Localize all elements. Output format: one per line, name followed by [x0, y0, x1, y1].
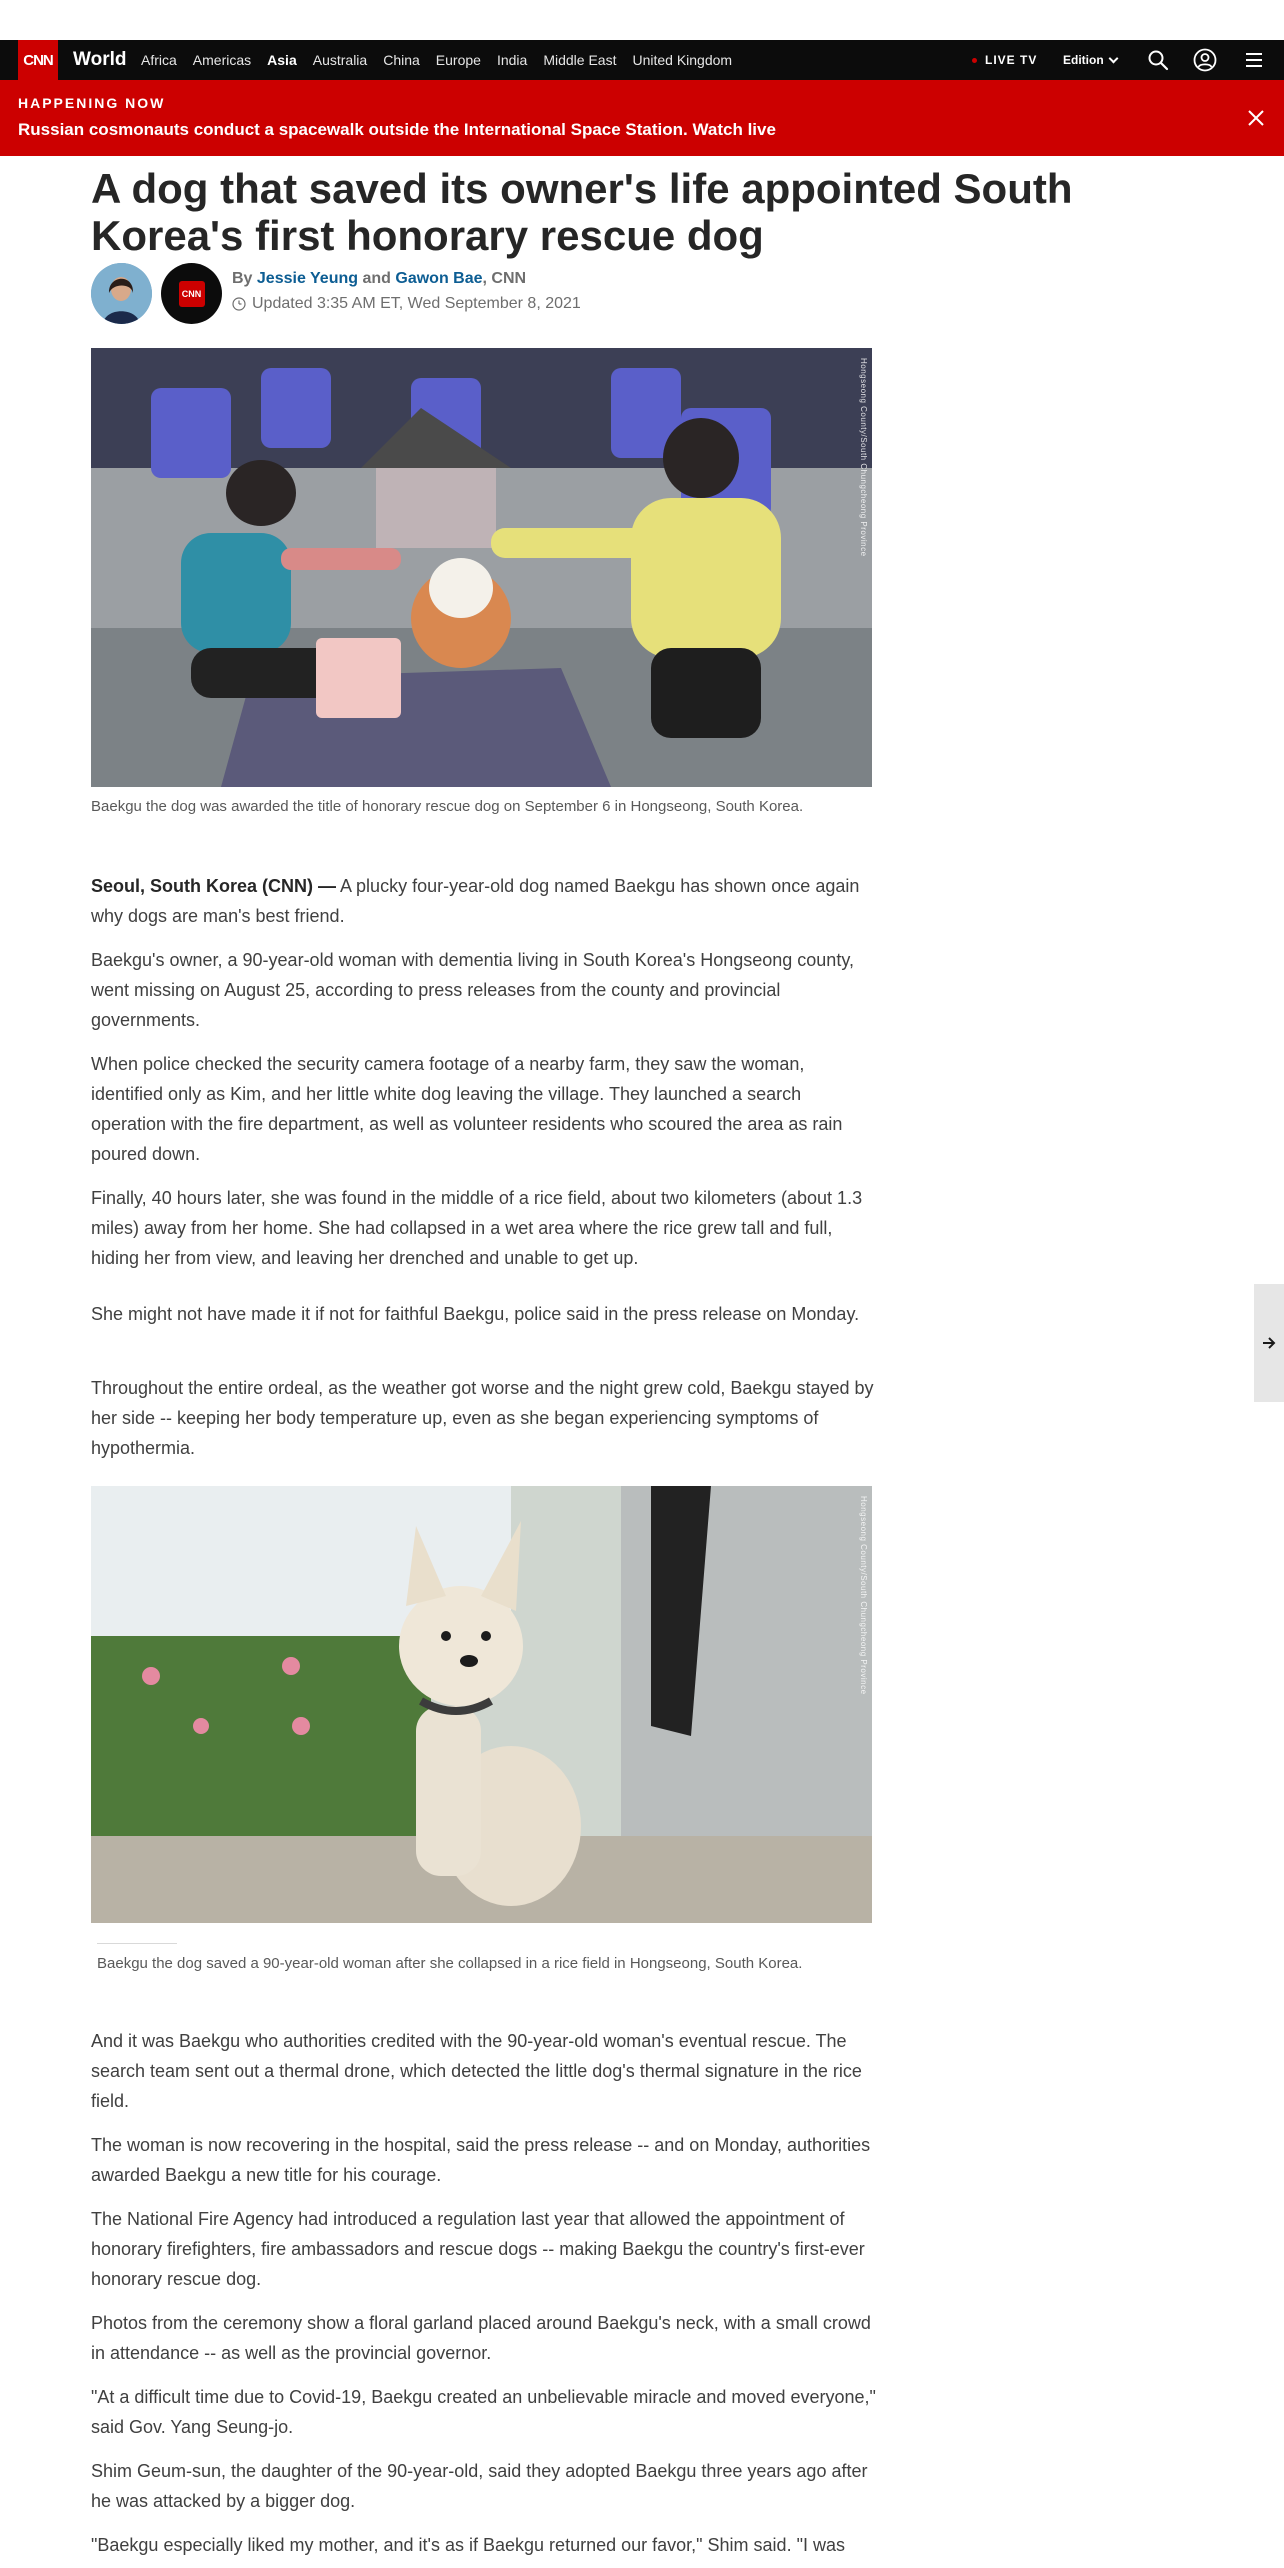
byline-and: and: [362, 270, 391, 287]
article-paragraph: The National Fire Agency had introduced a regulation last year that allowed the appointment of honorary firefighters, fire ambassadors and rescue dogs -- making Baekgu the country's first-ever honorary rescue dog.: [91, 2209, 865, 2289]
nav-link-china[interactable]: China: [383, 52, 420, 68]
nav-link-americas[interactable]: Americas: [192, 52, 252, 68]
arrow-right-icon: [1261, 1335, 1277, 1351]
updated-text: Updated 3:35 AM ET, Wed September 8, 2021: [252, 295, 581, 312]
nav-link-middle-east[interactable]: Middle East: [543, 52, 617, 68]
happening-now-banner[interactable]: [0, 80, 1284, 156]
byline-prefix: By: [232, 270, 253, 287]
nav-link-united-kingdom[interactable]: United Kingdom: [632, 52, 733, 68]
top-strip: [0, 0, 1284, 40]
article-paragraph: When police checked the security camera footage of a nearby farm, they saw the woman, identified only as Kim, and her little white dog leaving the village. They launched a search operation with the fire department, as well as volunteer residents who scoured the area as rain poured down.: [91, 1054, 843, 1164]
ceremony-photo[interactable]: [91, 348, 872, 787]
article-paragraph: Baekgu's owner, a 90-year-old woman with dementia living in South Korea's Hongseong county, went missing on August 25, according to press releases from the county and provincial governments.: [91, 950, 854, 1030]
article-paragraph: "Baekgu especially liked my mother, and it's as if Baekgu returned our favor," Shim said. "I was: [91, 2535, 845, 2555]
banner-kicker: HAPPENING NOW: [18, 95, 166, 111]
next-article-tab[interactable]: [1254, 1284, 1284, 1402]
article-paragraph: Finally, 40 hours later, she was found in the middle of a rice field, about two kilometers (about 1.3 miles) away from her home. She had collapsed in a wet area where the rice grew tall and full, hiding her from view, and leaving her drenched and unable to get up.: [91, 1188, 863, 1268]
clock-icon: [232, 297, 246, 311]
article-paragraph: The woman is now recovering in the hospital, said the press release -- and on Monday, authorities awarded Baekgu a new title for his courage.: [91, 2135, 871, 2185]
account-icon[interactable]: [1193, 48, 1217, 72]
nav-link-europe[interactable]: Europe: [435, 52, 481, 68]
dog-photo[interactable]: [91, 1486, 872, 1923]
banner-headline-link[interactable]: Russian cosmonauts conduct a spacewalk outside the International Space Station. Watch live: [18, 120, 776, 139]
article-headline: A dog that saved its owner's life appointed South Korea's first honorary rescue dog: [91, 165, 1073, 259]
article-paragraph: Shim Geum-sun, the daughter of the 90-year-old, said they adopted Baekgu three years ago after he was attacked by a bigger dog.: [91, 2461, 868, 2511]
author-avatar-jessie-yeung[interactable]: [91, 263, 152, 324]
edition-dropdown[interactable]: [1063, 53, 1117, 67]
nav-link-africa[interactable]: Africa: [141, 52, 177, 68]
article-paragraph: She might not have made it if not for faithful Baekgu, police said in the press release on Monday.: [91, 1304, 860, 1324]
live-tv-link[interactable]: [972, 53, 1037, 67]
article-paragraph: Throughout the entire ordeal, as the weather got worse and the night grew cold, Baekgu stayed by her side -- keeping her body temperature up, even as she began experiencing symptoms of hypothermia.: [91, 1378, 874, 1458]
dateline: Seoul, South Korea (CNN) —: [91, 876, 337, 896]
live-tv-label: LIVE TV: [985, 53, 1038, 67]
cnn-avatar[interactable]: [161, 263, 222, 324]
byline-outlet: , CNN: [482, 270, 527, 287]
cnn-avatar-logo: CNN: [179, 281, 205, 307]
section-title[interactable]: World: [73, 49, 127, 70]
paragraph-text: A plucky four-year-old dog named Baekgu has shown once again why dogs are man's best friend.: [91, 876, 860, 926]
article-paragraph: [91, 871, 881, 931]
live-indicator-icon: [972, 58, 977, 63]
nav-link-australia[interactable]: Australia: [312, 52, 368, 68]
article-paragraph: And it was Baekgu who authorities credited with the 90-year-old woman's eventual rescue. The search team sent out a thermal drone, which detected the little dog's thermal signature in the rice field.: [91, 2031, 862, 2111]
search-icon[interactable]: [1146, 48, 1170, 72]
article-paragraph: Photos from the ceremony show a floral garland placed around Baekgu's neck, with a small crowd in attendance -- as well as the provincial governor.: [91, 2313, 871, 2363]
nav-link-asia[interactable]: Asia: [267, 52, 297, 68]
byline: [232, 270, 526, 288]
top-nav: [0, 40, 1284, 80]
chevron-down-icon: [1108, 53, 1118, 63]
edition-label: Edition: [1063, 53, 1104, 67]
photo-caption: Baekgu the dog was awarded the title of honorary rescue dog on September 6 in Hongseong, South Korea.: [91, 798, 804, 815]
updated-timestamp: [232, 295, 581, 313]
menu-icon[interactable]: [1242, 48, 1266, 72]
caption-divider: [97, 1943, 177, 1944]
nav-links: [141, 52, 748, 68]
article-paragraph: "At a difficult time due to Covid-19, Baekgu created an unbelievable miracle and moved everyone," said Gov. Yang Seung-jo.: [91, 2387, 876, 2437]
photo-credit: Hongseong County/South Chungcheong Province: [859, 358, 868, 557]
photo-credit: Hongseong County/South Chungcheong Province: [859, 1496, 868, 1695]
author-link-gawon-bae[interactable]: Gawon Bae: [395, 270, 483, 287]
close-icon[interactable]: [1246, 108, 1266, 128]
photo-caption: Baekgu the dog saved a 90-year-old woman after she collapsed in a rice field in Hongseong, South Korea.: [97, 1955, 803, 1972]
author-link-jessie-yeung[interactable]: Jessie Yeung: [256, 270, 359, 287]
nav-link-india[interactable]: India: [496, 52, 528, 68]
cnn-logo[interactable]: CNN: [18, 40, 58, 80]
